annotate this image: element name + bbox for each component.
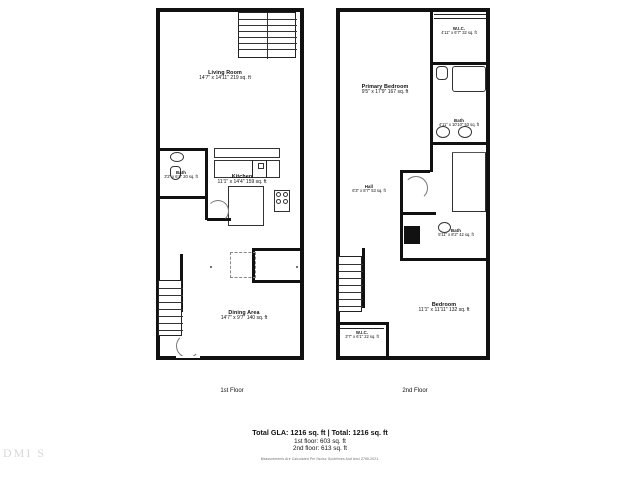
stair-shaft-f2 [404, 226, 420, 244]
wic-shelf [434, 14, 486, 15]
tub-icon [452, 66, 486, 92]
wall-f2-hall-right [400, 172, 403, 212]
wall-f2-bath1-bottom [430, 142, 488, 145]
label-bath-primary: Bath 4'11" x 10'10" 53 sq. ft [438, 118, 480, 128]
stair-f2 [338, 256, 362, 312]
toilet-icon [436, 66, 448, 80]
wic-shelf [340, 328, 384, 329]
label-bath-f1: Bath 3'2" x 6'4" 20 sq. ft [164, 170, 198, 180]
wall-f2-hall-vert [430, 144, 433, 172]
wall-f2-bath2-left [400, 212, 403, 260]
watermark: DMI S [3, 446, 47, 460]
label-hall: Hall 6'3" x 8'7" 53 sq. ft [352, 184, 386, 194]
summary-disclaimer: Measurements Are Calculated Per Ilscisc Guidelines And Ansi Z765-2021. [260, 457, 380, 461]
label-wic-bottom: W.I.C. 3'7" x 6'1" 22 sq. ft [345, 330, 379, 340]
wall-f1-bath-top [156, 148, 208, 151]
label-wic-top: W.I.C. 4'11" x 6'7" 32 sq. ft [441, 26, 477, 36]
burner-icon [283, 199, 288, 204]
shower-icon [452, 152, 486, 212]
closet-dashed [230, 252, 256, 278]
wic-shelf [434, 18, 486, 19]
wall-f1-closet-top [252, 248, 302, 251]
summary-total: Total GLA: 1216 sq. ft | Total: 1216 sq. ft [252, 428, 388, 437]
wall-f1-closet-bottom [252, 280, 302, 283]
summary-block [0, 428, 640, 461]
wall-f1-bath-bottom [156, 196, 208, 199]
wall-f2-hall-top [400, 170, 430, 173]
wall-f2-wic2-top [336, 322, 388, 325]
wall-f2-bottom [336, 356, 490, 360]
wall-f2-bath2-bottom [400, 258, 488, 261]
label-kitchen: Kitchen 11'1" x 14'4" 159 sq. ft [217, 174, 267, 186]
wall-f2-bath1-left [430, 64, 433, 144]
summary-first-floor: 1st floor: 603 sq. ft [294, 438, 346, 445]
wall-f2-wic-bottom [430, 62, 488, 65]
wall-f2-top [336, 8, 490, 12]
caption-first-floor: 1st Floor [220, 388, 244, 394]
burner-icon [276, 199, 281, 204]
label-living-room: Living Room 14'7" x 14'11" 219 sq. ft [199, 70, 251, 82]
label-bedroom: Bedroom 11'1" x 11'11" 132 sq. ft [418, 302, 470, 314]
burner-icon [283, 192, 288, 197]
wall-f1-bath-right [205, 148, 208, 198]
label-bath-second: Bath 5'11" x 8'2" 42 sq. ft [438, 228, 474, 238]
caption-second-floor: 2nd Floor [402, 388, 428, 394]
wall-f2-wic2-right [386, 322, 389, 358]
burner-icon [276, 192, 281, 197]
bath-sink-icon [170, 152, 184, 162]
wall-f2-bath2-top [400, 212, 436, 215]
door-arc-kitchen [207, 200, 229, 222]
wall-f2-wic-left [430, 8, 433, 64]
wall-f1-right-upper [300, 8, 304, 148]
label-primary-bedroom: Primary Bedroom 9'5" x 17'9" 167 sq. ft [361, 84, 409, 96]
kitchen-counter-upper [214, 148, 280, 158]
summary-second-floor: 2nd floor: 613 sq. ft [293, 445, 347, 452]
stair-f1-top [238, 12, 296, 58]
door-arc-entry [176, 334, 200, 358]
kitchen-sink [258, 163, 264, 169]
kitchen-island [228, 186, 264, 226]
label-dining-area: Dining Area 14'7" x 9'7" 140 sq. ft [220, 310, 268, 322]
stair-f1-lower [158, 280, 182, 336]
door-arc-hall [404, 176, 428, 200]
